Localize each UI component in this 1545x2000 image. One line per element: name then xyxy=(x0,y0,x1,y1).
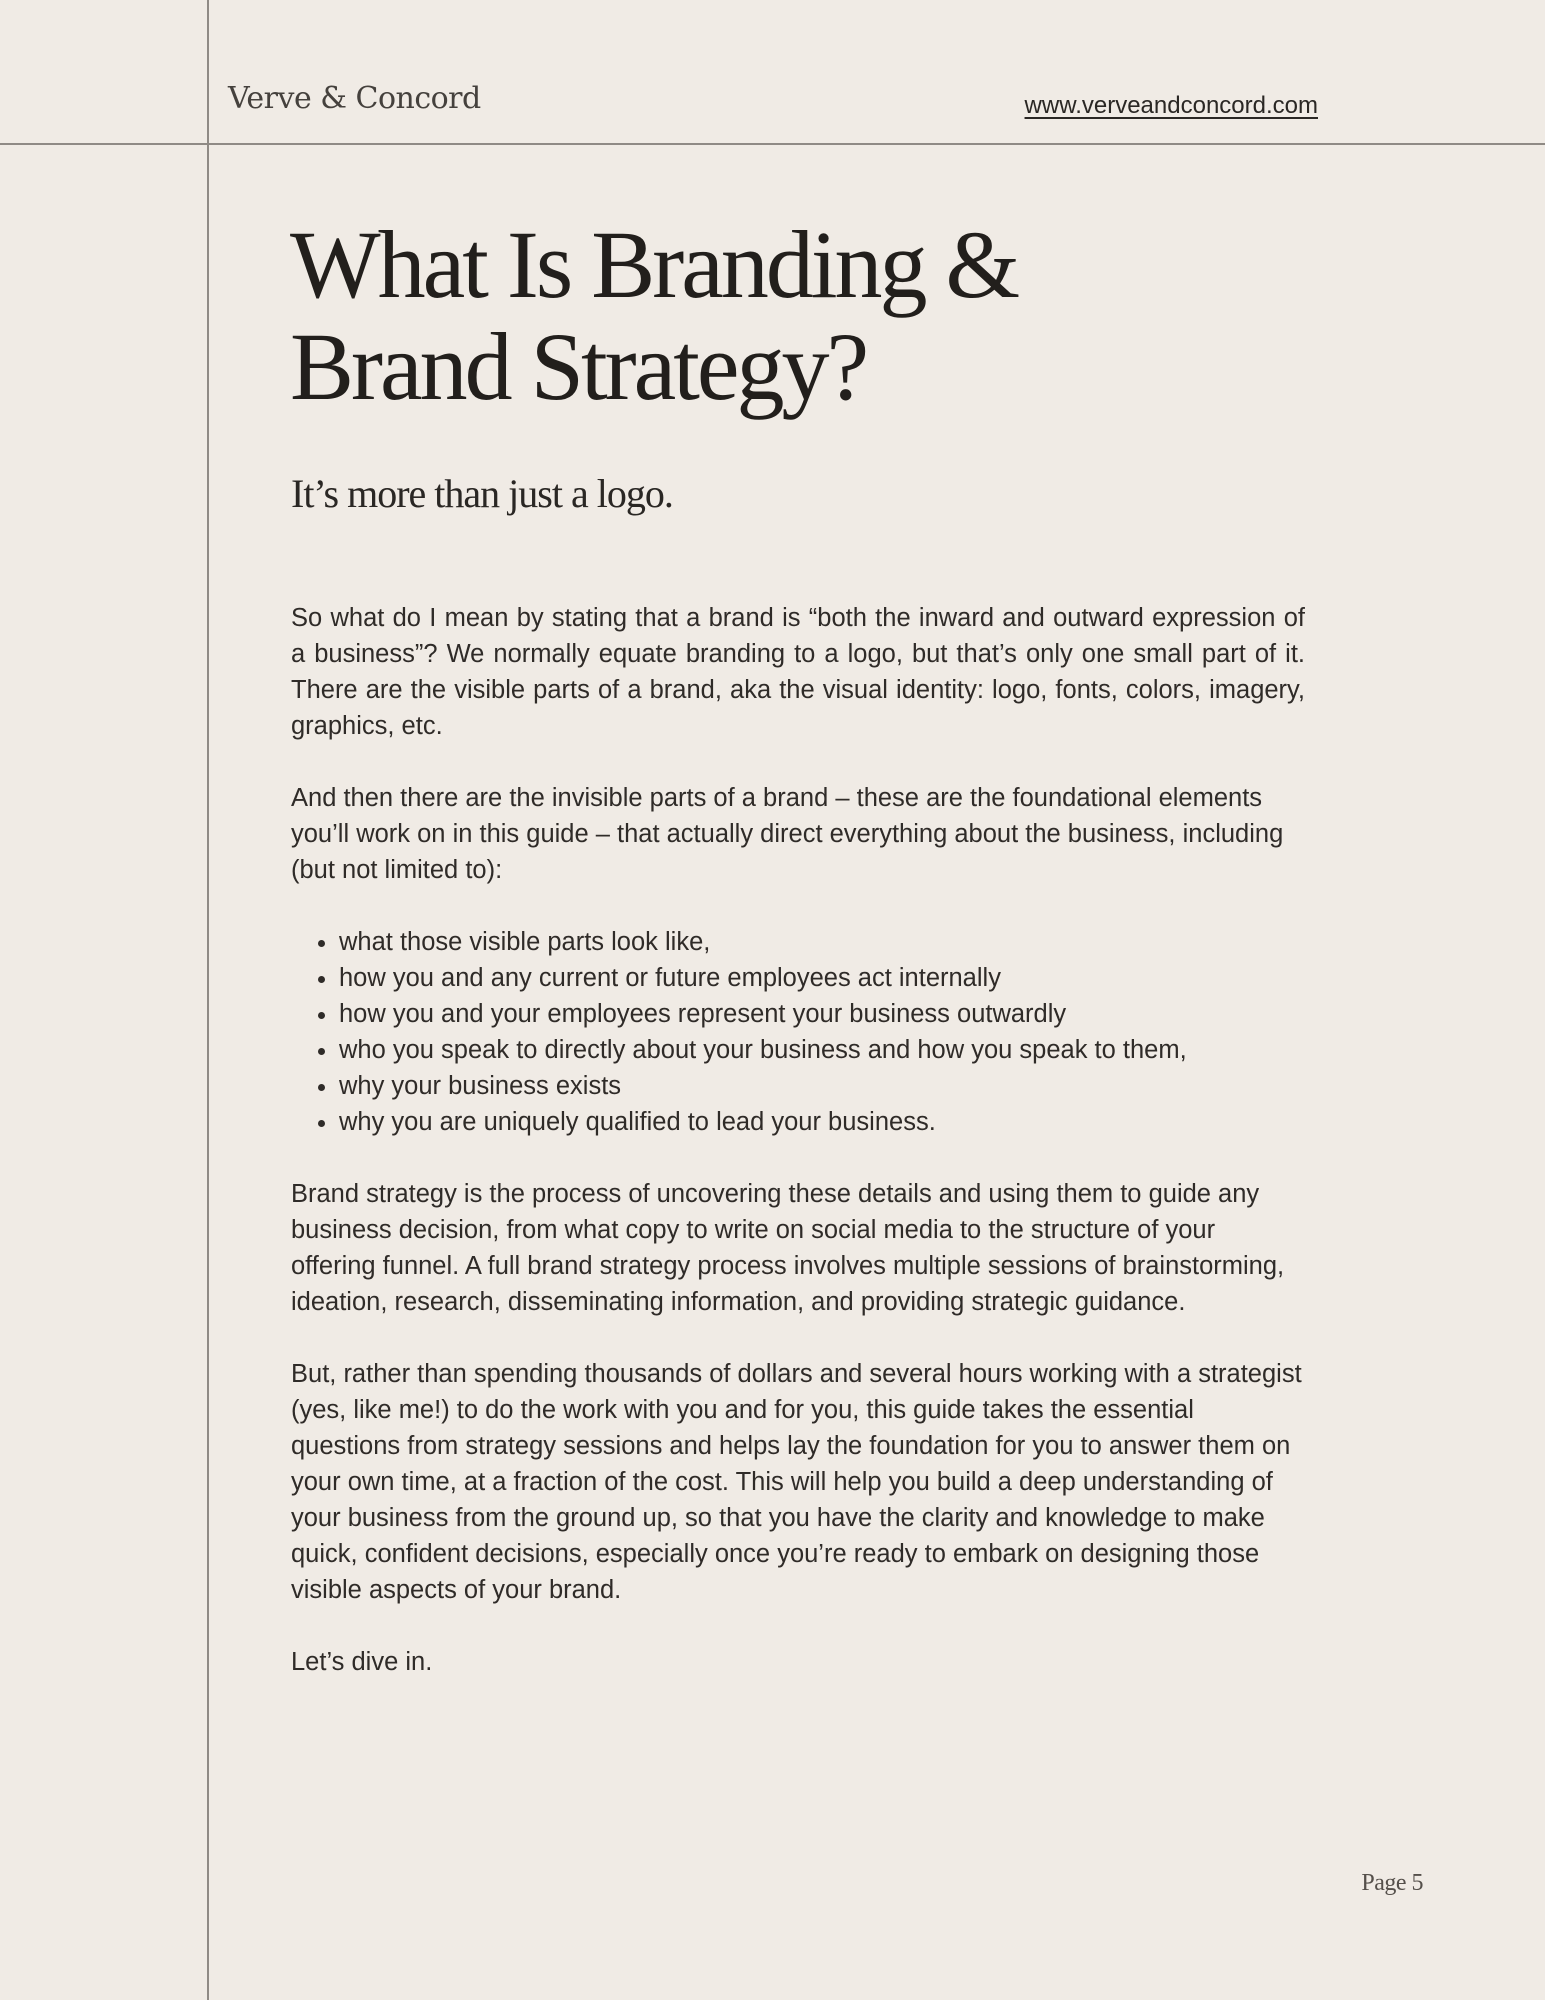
vertical-rule xyxy=(207,0,209,2000)
website-link[interactable]: www.verveandconcord.com xyxy=(1024,92,1318,119)
bullet-list xyxy=(291,924,1305,1140)
list-item: • who you speak to directly about your business and how you speak to them, xyxy=(339,1032,1305,1068)
paragraph-invisible-parts: And then there are the invisible parts of a brand – these are the foundational elements you’ll work on in this guide – that actually direct everything about the business, including (but not limited to): xyxy=(291,784,1284,884)
page-title-line-2: Brand Strategy? xyxy=(290,313,867,420)
list-item: • why you are uniquely qualified to lead your business. xyxy=(339,1104,1305,1140)
page-title xyxy=(290,211,1018,420)
list-item: • why your business exists xyxy=(339,1068,1305,1104)
page-subtitle: It’s more than just a logo. xyxy=(291,471,673,516)
list-item: • how you and any current or future employees act internally xyxy=(339,960,1305,996)
body-text xyxy=(291,600,1305,1716)
brand-name: Verve & Concord xyxy=(228,81,481,116)
paragraph-intro: So what do I mean by stating that a brand is “both the inward and outward expression of a business”? We normally equate branding to a logo, but that’s only one small part of it. There are the visible parts of a brand, aka the visual identity: logo, fonts, colors, imagery, graphics, etc. xyxy=(291,604,1305,740)
list-item: • what those visible parts look like, xyxy=(339,924,1305,960)
paragraph-brand-strategy: Brand strategy is the process of uncovering these details and using them to guide any business decision, from what copy to write on social media to the structure of your offering funnel. A full brand strategy process involves multiple sessions of brainstorming, ideation, research, disseminating information, and providing strategic guidance. xyxy=(291,1180,1285,1316)
paragraph-guide-value: But, rather than spending thousands of dollars and several hours working with a strategist (yes, like me!) to do the work with you and for you, this guide takes the essential questions from strategy sessions and helps lay the foundation for you to answer them on your own time, at a fraction of the cost. This will help you build a deep understanding of your business from the ground up, so that you have the clarity and knowledge to make quick, confident decisions, especially once you’re ready to embark on designing those visible aspects of your brand. xyxy=(291,1360,1302,1604)
page-number: Page 5 xyxy=(1361,1870,1423,1896)
header-rule xyxy=(0,143,1545,145)
list-item: • how you and your employees represent your business outwardly xyxy=(339,996,1305,1032)
page-title-line-1: What Is Branding & xyxy=(290,211,1018,318)
paragraph-closing: Let’s dive in. xyxy=(291,1648,433,1676)
